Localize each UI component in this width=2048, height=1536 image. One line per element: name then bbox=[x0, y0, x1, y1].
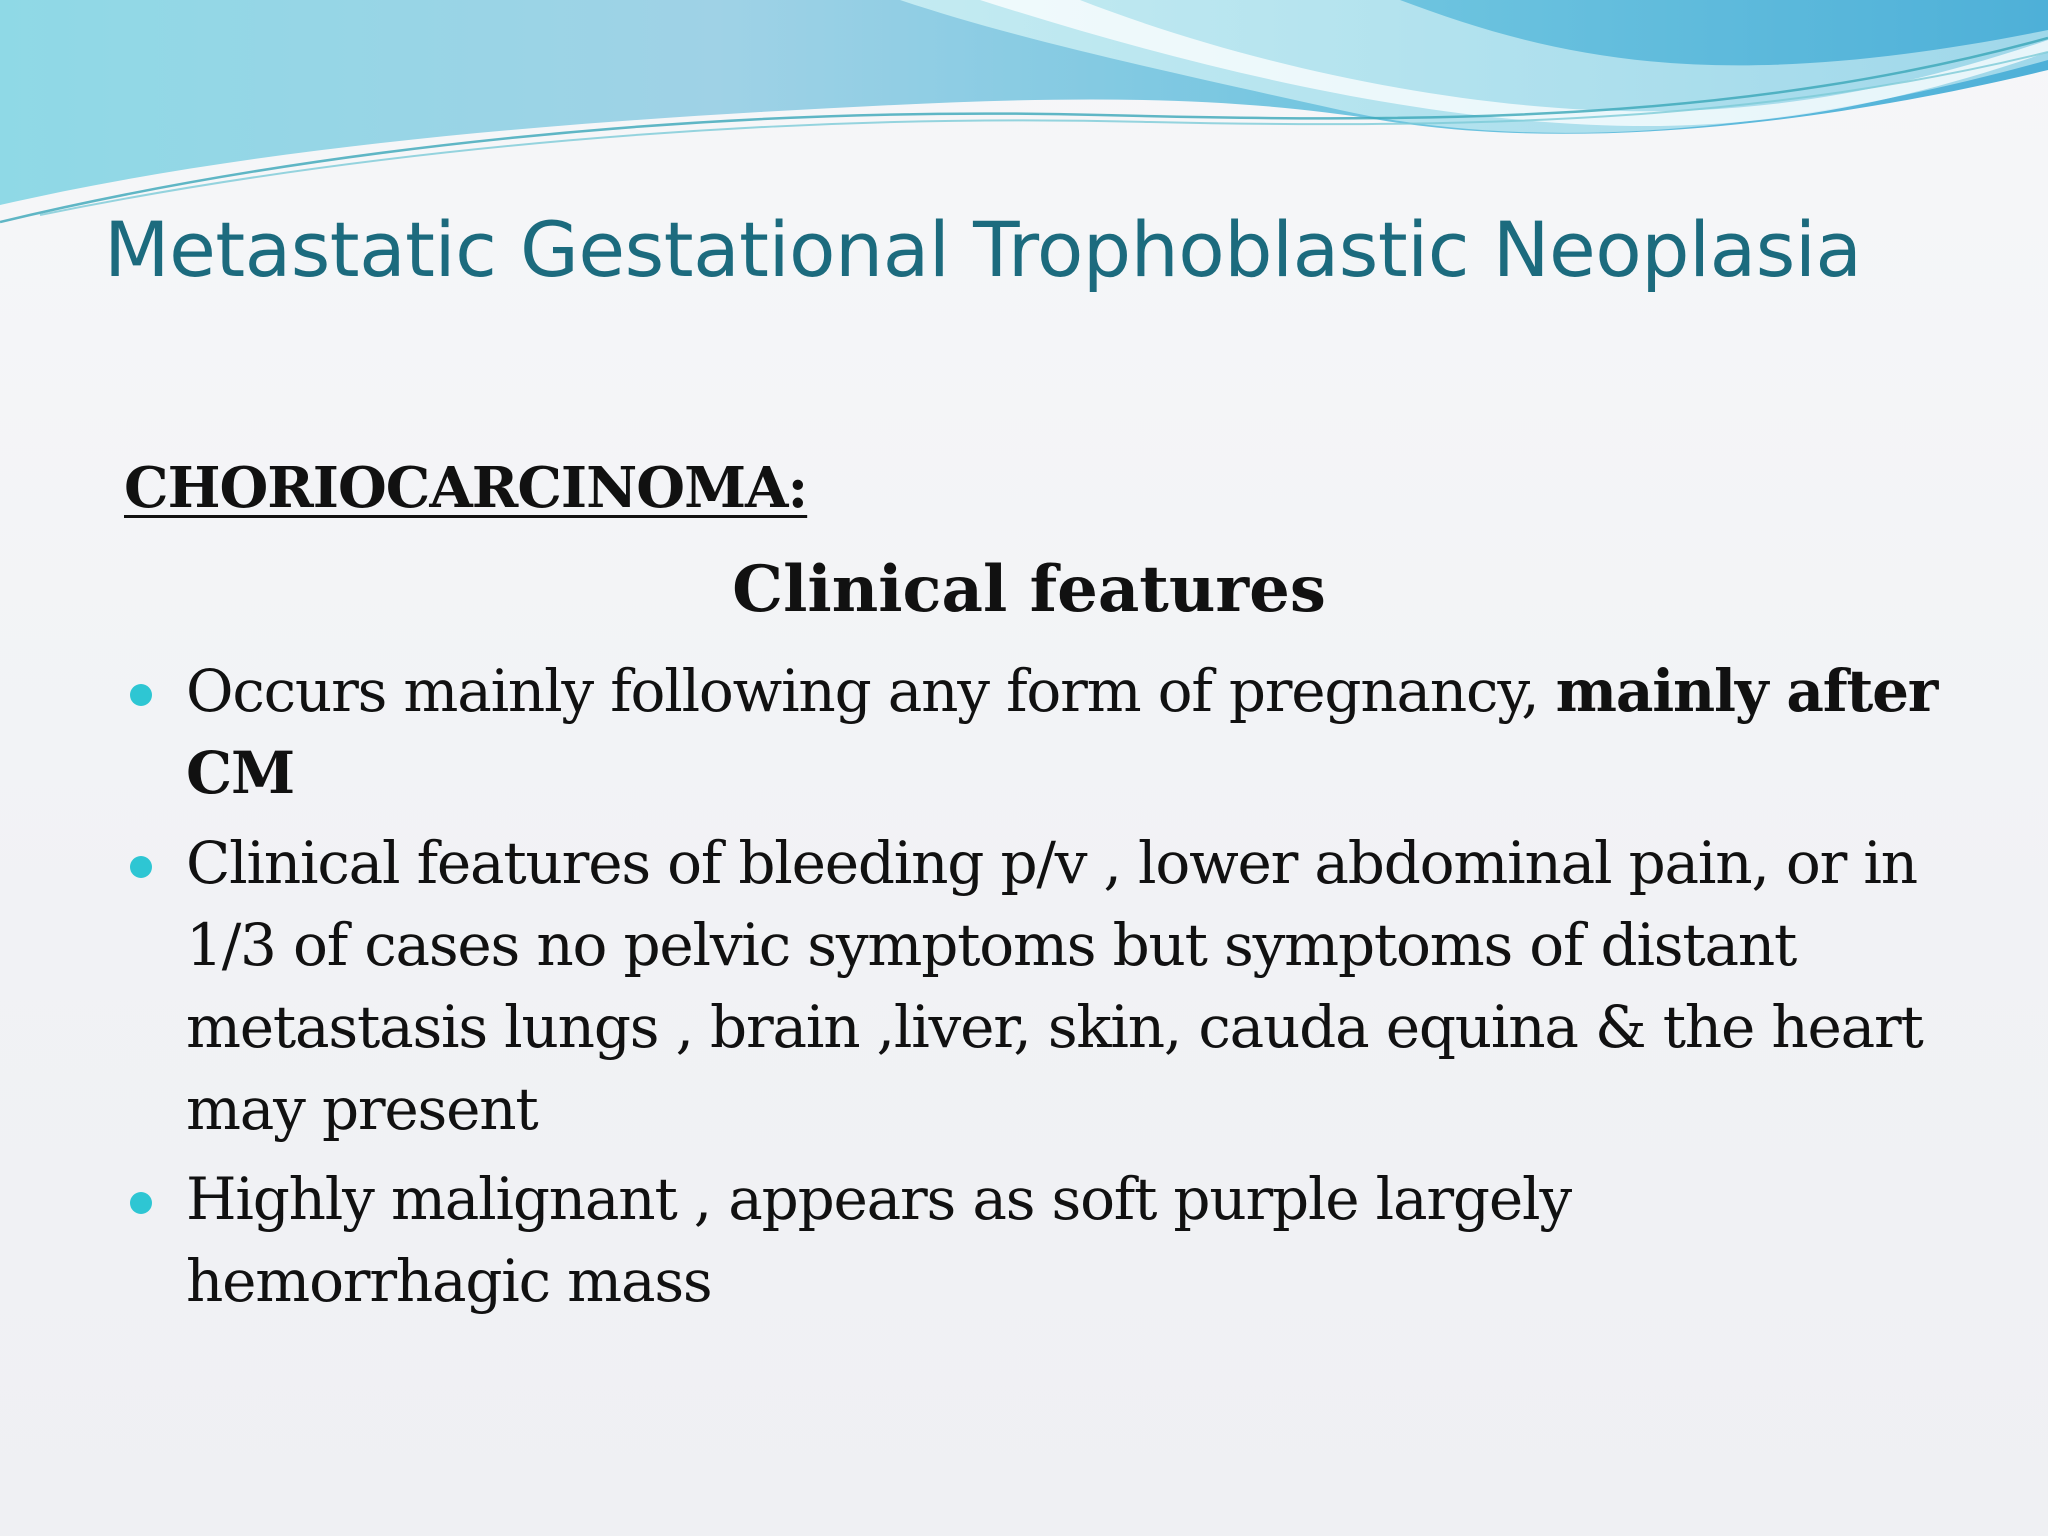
bullet-icon bbox=[130, 1192, 152, 1214]
bullet-list bbox=[124, 650, 1944, 1330]
bullet-bold-text: mainly after CM bbox=[186, 657, 1938, 807]
bullet-text: Clinical features of bleeding p/v , lower abdominal pain, or in 1/3 of cases no pelvic symptoms but symptoms of distant metastasis lungs , brain ,liver, skin, cauda equina & the heart may present bbox=[186, 829, 1923, 1143]
section-heading: CHORIOCARCINOMA: bbox=[124, 455, 808, 521]
bullet-text: Highly malignant , appears as soft purple largely hemorrhagic mass bbox=[186, 1165, 1571, 1315]
bullet-item bbox=[124, 1158, 1944, 1322]
bullet-item bbox=[124, 822, 1944, 1150]
subheading: Clinical features bbox=[732, 552, 1326, 627]
slide-title: Metastatic Gestational Trophoblastic Neoplasia bbox=[104, 205, 1862, 294]
bullet-icon bbox=[130, 684, 152, 706]
bullet-text: Occurs mainly following any form of pregnancy, bbox=[186, 657, 1556, 725]
bullet-item bbox=[124, 650, 1944, 814]
bullet-icon bbox=[130, 856, 152, 878]
